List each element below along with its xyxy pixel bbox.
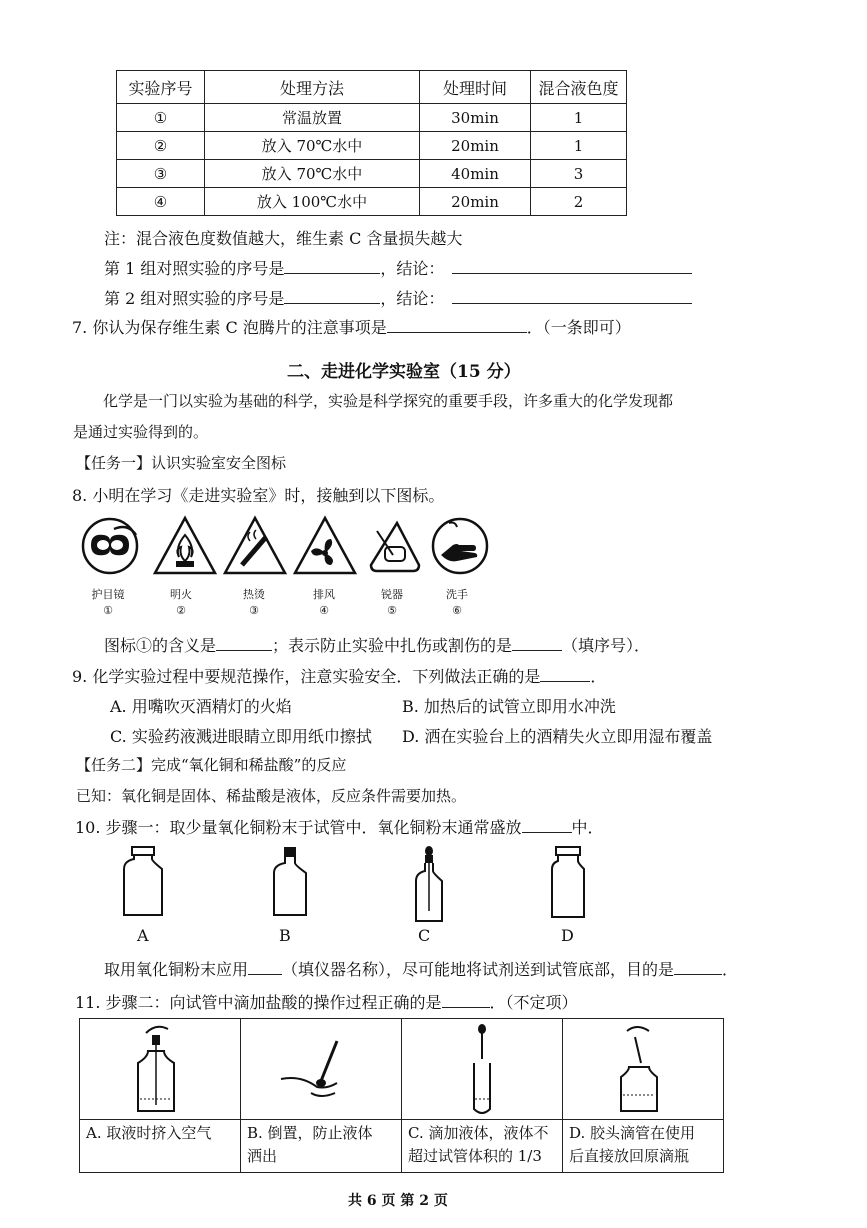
section-title: 二、走进化学实验室（15 分） [287,362,521,382]
table-cell: ② [117,132,205,160]
bottle-label-c: C [418,926,431,945]
table-cell: 放入 100℃水中 [205,188,420,216]
q10-text-c: ． [722,960,739,979]
step-caption-line: 后直接放回原滴瓶 [569,1147,690,1165]
question-7 [72,315,631,338]
table-cell: 20min [420,132,531,160]
icon-number: ④ [319,604,329,617]
q9-option-d: D. 洒在实验台上的酒精失火立即用湿布覆盖 [402,727,713,746]
answer-blank[interactable] [216,649,272,651]
step-caption-line: D. 胶头滴管在使用 [569,1124,696,1142]
q8-text-a: 图标①的含义是 [104,636,217,655]
table-cell: 放入 70℃水中 [205,132,420,160]
q9-option-b: B. 加热后的试管立即用水冲洗 [402,697,616,716]
task-1-heading: 【任务一】认识实验室安全图标 [76,454,287,472]
step-picture [80,1019,240,1120]
step-cell [402,1019,563,1173]
step-caption-line: B. 倒置，防止液体 [247,1124,373,1142]
table-row [117,160,627,188]
step-caption-line: 洒出 [247,1147,278,1165]
table-header-row [117,71,627,104]
bottle-label-d: D [561,926,574,945]
table-header-cell: 混合液色度 [531,71,627,104]
step-caption-line: C. 滴加液体，液体不 [408,1124,549,1142]
table-cell: ③ [117,160,205,188]
open-flame-icon [152,515,222,577]
inverted-dropper-icon [241,1019,401,1119]
experiment-table [116,70,627,216]
answer-blank[interactable] [248,973,282,975]
return-dropper-to-bottle-icon [563,1019,723,1119]
sharp-objects-icon [357,515,427,577]
step-caption [563,1120,723,1172]
table-row [117,132,627,160]
answer-blank[interactable] [674,973,722,975]
table-note: 注：混合液色度数值越大，维生素 C 含量损失越大 [104,229,463,248]
step-cell [80,1019,241,1173]
reagent-bottle-icon [548,845,588,925]
answer-blank[interactable] [284,302,380,304]
table-header-cell: 实验序号 [117,71,205,104]
group1-line [104,256,692,279]
q11-stem: 11. 步骤二：向试管中滴加盐酸的操作过程正确的是 [75,993,442,1012]
table-cell: 1 [531,104,627,132]
icon-label: 洗手 [446,588,468,601]
hand-wash-icon [427,515,497,577]
ventilation-fan-icon [292,515,362,577]
table-cell: 常温放置 [205,104,420,132]
task-2-heading: 【任务二】完成“氧化铜和稀盐酸”的反应 [76,756,347,774]
icon-label: 明火 [170,588,192,601]
table-cell: ① [117,104,205,132]
answer-blank[interactable] [512,649,562,651]
q7-suffix: ．（一条即可） [526,318,631,337]
question-8: 8. 小明在学习《走进实验室》时，接触到以下图标。 [72,486,445,505]
intro-line-2: 是通过实验得到的。 [73,423,209,441]
answer-blank[interactable] [540,680,590,682]
q8-answer-line [104,633,650,656]
answer-blank[interactable] [452,302,692,304]
q10-end: 中． [571,818,604,837]
icon-number: ① [103,604,113,617]
q9-option-c: C. 实验药液溅进眼睛立即用纸巾擦拭 [110,727,372,746]
dropper-steps-table [79,1018,724,1173]
q10-stem: 10. 步骤一：取少量氧化铜粉末于试管中．氧化铜粉末通常盛放 [75,818,522,837]
question-9 [72,664,606,687]
table-cell: 40min [420,160,531,188]
group1-prefix: 第 1 组对照实验的序号是 [104,259,285,278]
icon-label: 热烫 [243,588,265,601]
answer-blank[interactable] [387,331,527,333]
hot-surface-icon [222,515,292,577]
q10-text-a: 取用氧化铜粉末应用 [104,960,249,979]
step-picture [563,1019,723,1120]
group2-prefix: 第 2 组对照实验的序号是 [104,289,285,308]
icon-number: ② [176,604,186,617]
step-caption-line: A. 取液时挤入空气 [86,1124,212,1142]
step-cell [241,1019,402,1173]
table-row [117,104,627,132]
goggles-icon [79,515,149,577]
q10-second-line [104,957,738,980]
bottle-label-b: B [279,926,291,945]
steps-row [80,1019,724,1173]
q7-text: 7. 你认为保存维生素 C 泡腾片的注意事项是 [72,318,387,337]
dropper-in-bottle-icon [80,1019,240,1119]
answer-blank[interactable] [452,272,692,274]
question-11 [75,990,578,1013]
table-cell: 2 [531,188,627,216]
table-header-cell: 处理方法 [205,71,420,104]
icon-label: 护目镜 [91,588,125,601]
step-caption-line: 超过试管体积的 1/3 [408,1147,542,1165]
step-caption [80,1120,240,1172]
table-cell: 20min [420,188,531,216]
step-picture [241,1019,401,1120]
test-tube-dropper-icon [402,1019,562,1119]
table-cell: 1 [531,132,627,160]
step-caption [241,1120,401,1172]
answer-blank[interactable] [284,272,380,274]
page-footer: 共 6 页 第 2 页 [348,1193,448,1209]
q9-option-a: A. 用嘴吹灭酒精灯的火焰 [110,697,292,716]
q8-text-c: （填序号）． [562,636,651,655]
intro-line-1: 化学是一门以实验为基础的科学，实验是科学探究的重要手段，许多重大的化学发现都 [103,392,674,410]
icon-number: ⑤ [387,604,397,617]
table-header-cell: 处理时间 [420,71,531,104]
table-row [117,188,627,216]
q11-end: ．（不定项） [489,993,578,1012]
q8-text-b: ；表示防止实验中扎伤或割伤的是 [272,636,513,655]
answer-blank[interactable] [442,1006,490,1008]
q10-text-b: （填仪器名称），尽可能地将试剂送到试管底部，目的是 [282,960,675,979]
icon-label: 锐器 [381,588,403,601]
icon-number: ③ [249,604,259,617]
wide-mouth-bottle-icon [120,845,166,923]
dropper-bottle-icon [412,845,446,929]
question-10 [75,815,604,838]
group2-line [104,286,692,309]
table-cell: 30min [420,104,531,132]
known-conditions: 已知：氧化铜是固体、稀盐酸是液体，反应条件需要加热。 [76,787,467,805]
q9-stem: 9. 化学实验过程中要规范操作，注意实验安全．下列做法正确的是 [72,667,541,686]
answer-blank[interactable] [522,831,572,833]
step-cell [563,1019,724,1173]
group1-mid: ，结论： [380,259,445,278]
step-picture [402,1019,562,1120]
bottle-label-a: A [137,926,149,945]
narrow-mouth-bottle-icon [270,845,310,923]
table-cell: 3 [531,160,627,188]
icon-number: ⑥ [452,604,462,617]
icon-label: 排风 [313,588,335,601]
q9-end: ． [590,667,607,686]
table-cell: ④ [117,188,205,216]
table-cell: 放入 70℃水中 [205,160,420,188]
group2-mid: ，结论： [380,289,445,308]
step-caption [402,1120,562,1172]
